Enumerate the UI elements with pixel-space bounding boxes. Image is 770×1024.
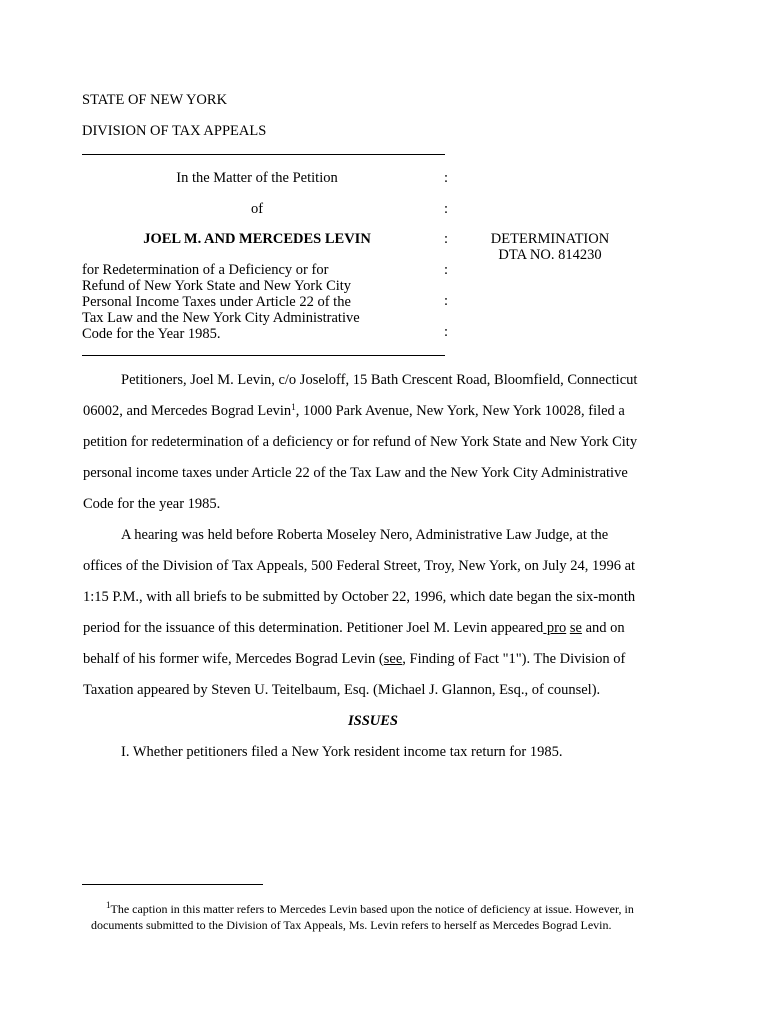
caption-top-rule — [82, 154, 445, 155]
underlined-term-see: see — [383, 651, 403, 667]
caption-bottom-rule — [82, 355, 445, 356]
paragraph-2-line: offices of the Division of Tax Appeals, 500 Federal Street, Troy, New York, on July 24, 1996 at — [83, 558, 636, 574]
caption-colon: : — [444, 170, 449, 186]
text-span: , Finding of Fact "1"). The Division of — [402, 651, 626, 667]
text-span: The caption in this matter refers to Mercedes Levin based upon the notice of deficiency at issue. However, in — [110, 902, 634, 916]
underlined-term-pro: pro — [543, 620, 567, 636]
caption-purpose-line: Code for the Year 1985. — [82, 326, 221, 342]
paragraph-2-line — [83, 651, 625, 668]
paragraph-1-line: petition for redetermination of a deficiency or for refund of New York State and New York City — [83, 434, 638, 450]
text-span: period for the issuance of this determination. Petitioner Joel M. Levin appeared — [83, 620, 544, 636]
paragraph-2-line: 1:15 P.M., with all briefs to be submitted by October 22, 1996, which date began the six-month — [83, 589, 636, 605]
issue-1: I. Whether petitioners filed a New York resident income tax return for 1985. — [121, 744, 563, 760]
text-span: behalf of his former wife, Mercedes Bograd Levin ( — [83, 651, 384, 667]
division-heading: DIVISION OF TAX APPEALS — [82, 123, 267, 139]
caption-purpose-line: for Redetermination of a Deficiency or for — [82, 262, 329, 278]
footnote-mark: 1 — [106, 900, 111, 910]
caption-colon: : — [444, 293, 449, 309]
paragraph-1-line: personal income taxes under Article 22 of the Tax Law and the New York City Administrative — [83, 465, 628, 481]
text-span: and on — [581, 620, 625, 636]
underlined-term-se: se — [569, 620, 582, 636]
caption-colon: : — [444, 324, 449, 340]
caption-colon: : — [444, 201, 449, 217]
caption-purpose-line: Refund of New York State and New York City — [82, 278, 352, 294]
determination-block — [470, 231, 630, 263]
footnote-line: documents submitted to the Division of Tax Appeals, Ms. Levin refers to herself as Mercedes Bograd Levin. — [91, 918, 612, 932]
determination-title: DETERMINATION — [490, 231, 610, 247]
dta-number: DTA NO. 814230 — [498, 247, 602, 263]
state-heading: STATE OF NEW YORK — [82, 92, 228, 108]
paragraph-1-line: Code for the year 1985. — [83, 496, 221, 512]
footnote-reference[interactable]: 1 — [291, 402, 296, 412]
text-span: , 1000 Park Avenue, New York, New York 10028, filed a — [295, 403, 625, 419]
text-span: 06002, and Mercedes Bograd Levin — [83, 403, 292, 419]
footnote-separator — [82, 884, 263, 885]
caption-in-the-matter: In the Matter of the Petition — [176, 170, 338, 186]
paragraph-1-line — [83, 403, 625, 420]
caption-colon: : — [444, 231, 449, 247]
paragraph-1-line: Petitioners, Joel M. Levin, c/o Joseloff, 15 Bath Crescent Road, Bloomfield, Connecticut — [121, 372, 638, 388]
paragraph-2-line — [83, 620, 625, 637]
caption-colon: : — [444, 262, 449, 278]
caption-purpose-line: Tax Law and the New York City Administrative — [82, 310, 360, 326]
caption-purpose — [82, 262, 360, 342]
caption-petitioners: JOEL M. AND MERCEDES LEVIN — [143, 231, 371, 247]
paragraph-2-line: A hearing was held before Roberta Moseley Nero, Administrative Law Judge, at the — [121, 527, 609, 543]
paragraph-2-line: Taxation appeared by Steven U. Teitelbaum, Esq. (Michael J. Glannon, Esq., of counsel). — [83, 682, 601, 698]
footnote-line — [106, 902, 634, 917]
caption-of: of — [250, 201, 264, 217]
issues-heading: ISSUES — [348, 713, 398, 729]
caption-purpose-line: Personal Income Taxes under Article 22 of the — [82, 294, 351, 310]
